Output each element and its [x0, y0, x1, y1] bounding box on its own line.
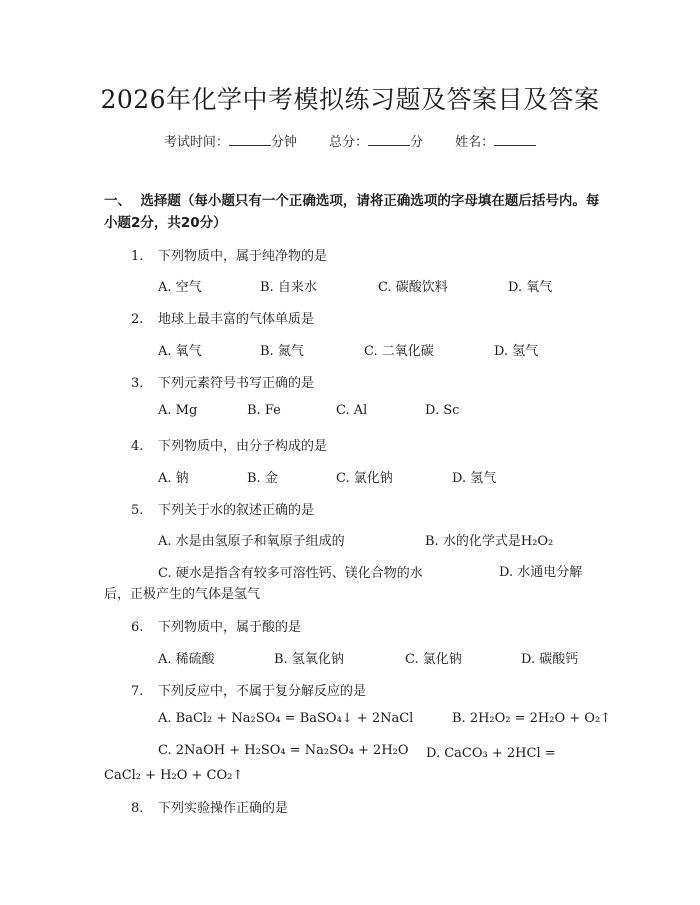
q4-option-b: B. 金	[247, 471, 278, 486]
section-text: 选择题（每小题只有一个正确选项，请将正确选项的字母填在题后括号内。每小题2分，共20分）	[104, 193, 600, 231]
question-4	[131, 435, 327, 454]
q2-option-d: D. 氢气	[494, 344, 539, 359]
question-text: 下列关于水的叙述正确的是	[158, 503, 315, 518]
q6-option-c: C. 氯化钠	[405, 652, 462, 667]
q1-option-b: B. 自来水	[260, 280, 317, 295]
question-3	[131, 372, 314, 391]
q3-option-d: D. Sc	[425, 403, 460, 418]
question-text: 下列反应中，不属于复分解反应的是	[158, 684, 367, 699]
q7-option-c: C. 2NaOH + H₂SO₄ = Na₂SO₄ + 2H₂O	[158, 743, 409, 758]
question-number: 5.	[131, 503, 144, 518]
question-text: 下列实验操作正确的是	[158, 801, 289, 816]
q2-option-a: A. 氧气	[158, 344, 202, 359]
q1-option-a: A. 空气	[158, 280, 202, 295]
q3-option-b: B. Fe	[247, 403, 281, 418]
name-blank	[494, 133, 536, 146]
q1-option-c: C. 碳酸饮料	[378, 280, 448, 295]
question-number: 1.	[131, 249, 144, 264]
section-heading	[104, 190, 604, 234]
question-2	[131, 308, 314, 327]
page-title: 2026年化学中考模拟练习题及答案目及答案	[100, 85, 600, 114]
q4-option-a: A. 钠	[158, 471, 189, 486]
q3-option-c: C. Al	[336, 403, 368, 418]
q5-option-d: D. 水通电分解后，正极产生的气体是氢气	[104, 565, 583, 602]
question-text: 下列元素符号书写正确的是	[158, 376, 315, 391]
q6-option-a: A. 稀硫酸	[158, 652, 215, 667]
question-5	[131, 499, 314, 518]
q5-option-b: B. 水的化学式是H₂O₂	[425, 534, 554, 549]
question-1	[131, 245, 327, 264]
q1-option-d: D. 氧气	[508, 280, 553, 295]
q5-option-a: A. 水是由氢原子和氧原子组成的	[158, 534, 345, 549]
section-number: 一、	[104, 193, 131, 209]
name-label: 姓名：	[455, 135, 495, 150]
question-number: 4.	[131, 439, 144, 454]
question-8	[131, 797, 288, 816]
question-7	[131, 680, 366, 699]
q4-option-d: D. 氢气	[452, 471, 497, 486]
question-number: 2.	[131, 312, 144, 327]
score-unit: 分	[410, 135, 424, 150]
q6-option-d: D. 碳酸钙	[521, 652, 579, 667]
score-blank	[368, 133, 410, 146]
q7-option-d: D. CaCO₃ + 2HCl = CaCl₂ + H₂O + CO₂↑	[104, 746, 556, 783]
time-unit: 分钟	[270, 135, 297, 150]
q7-option-b: B. 2H₂O₂ = 2H₂O + O₂↑	[452, 711, 612, 726]
time-label: 考试时间：	[163, 135, 229, 150]
q7-option-a: A. BaCl₂ + Na₂SO₄ = BaSO₄↓ + 2NaCl	[158, 711, 414, 726]
question-text: 下列物质中，由分子构成的是	[158, 439, 328, 454]
time-blank	[229, 133, 271, 146]
question-number: 7.	[131, 684, 144, 699]
question-number: 6.	[131, 620, 144, 635]
q2-option-c: C. 二氧化碳	[364, 344, 434, 359]
question-6	[131, 616, 301, 635]
q3-option-a: A. Mg	[158, 403, 198, 418]
score-label: 总分：	[328, 135, 368, 150]
question-text: 下列物质中，属于纯净物的是	[158, 249, 328, 264]
question-number: 8.	[131, 801, 144, 816]
question-number: 3.	[131, 376, 144, 391]
question-text: 下列物质中，属于酸的是	[158, 620, 302, 635]
exam-info	[0, 131, 700, 150]
q5-option-c: C. 硬水是指含有较多可溶性钙、镁化合物的水	[158, 566, 423, 581]
q4-option-c: C. 氯化钠	[336, 471, 393, 486]
question-text: 地球上最丰富的气体单质是	[158, 312, 315, 327]
q2-option-b: B. 氮气	[260, 344, 304, 359]
q6-option-b: B. 氢氧化钠	[274, 652, 344, 667]
